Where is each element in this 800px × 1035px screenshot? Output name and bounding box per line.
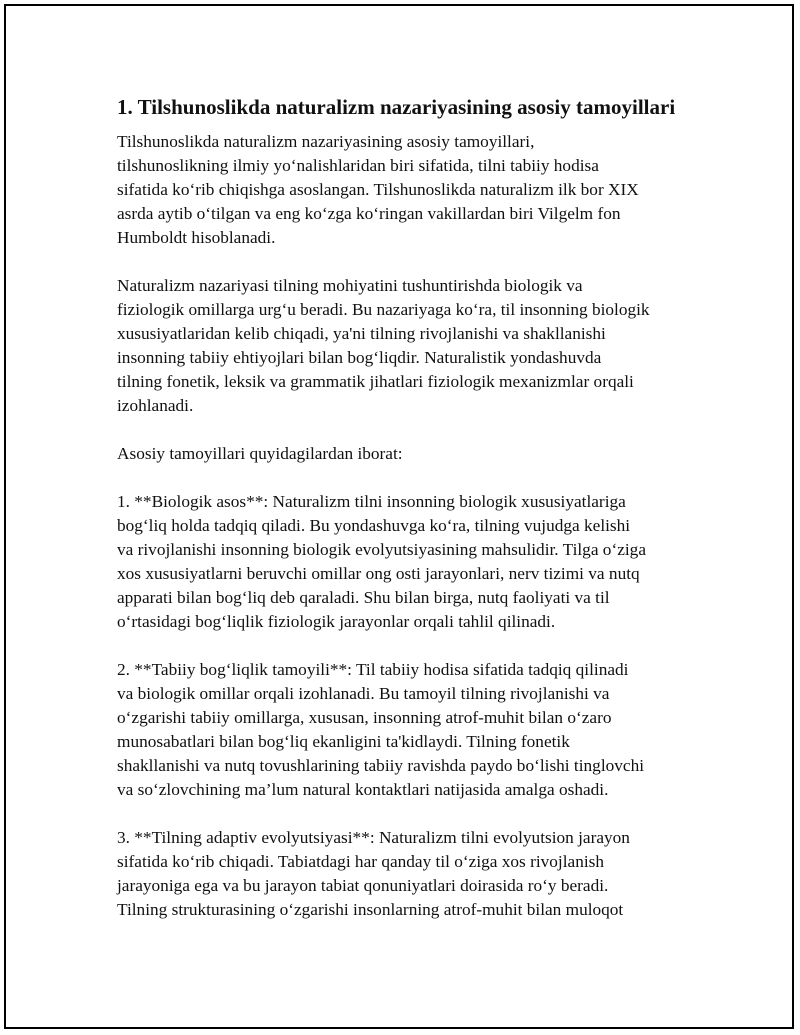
text-line: Naturalizm nazariyasi tilning mohiyatini tushuntirishda biologik va	[117, 276, 583, 295]
text-line: munosabatlari bilan bog‘liq ekanligini ta'kidlaydi. Tilning fonetik	[117, 732, 570, 751]
text-line: Tilshunoslikda naturalizm nazariyasining asosiy tamoyillari,	[117, 132, 535, 151]
paragraph-list-intro	[117, 442, 697, 466]
paragraph-theory	[117, 274, 697, 418]
text-line: tilshunoslikning ilmiy yo‘nalishlaridan biri sifatida, tilni tabiiy hodisa	[117, 156, 599, 175]
paragraph-principle-3	[117, 826, 697, 922]
paragraph-intro	[117, 130, 697, 250]
text-line: va so‘zlovchining ma’lum natural kontaktlari natijasida amalga oshadi.	[117, 780, 609, 799]
text-line: Tilning strukturasining o‘zgarishi insonlarning atrof-muhit bilan muloqot	[117, 900, 624, 919]
text-line: 3. **Tilning adaptiv evolyutsiyasi**: Naturalizm tilni evolyutsion jarayon	[117, 828, 630, 847]
text-line: va biologik omillar orqali izohlanadi. Bu tamoyil tilning rivojlanishi va	[117, 684, 610, 703]
text-line: jarayoniga ega va bu jarayon tabiat qonuniyatlari doirasida ro‘y beradi.	[117, 876, 609, 895]
text-line: o‘zgarishi tabiiy omillarga, xususan, insonning atrof-muhit bilan o‘zaro	[117, 708, 612, 727]
text-line: va rivojlanishi insonning biologik evolyutsiyasining mahsulidir. Tilga o‘ziga	[117, 540, 646, 559]
text-line: o‘rtasidagi bog‘liqlik fiziologik jarayonlar orqali tahlil qilinadi.	[117, 612, 556, 631]
text-line: 2. **Tabiiy bog‘liqlik tamoyili**: Til tabiiy hodisa sifatida tadqiq qilinadi	[117, 660, 629, 679]
text-line: Humboldt hisoblanadi.	[117, 228, 276, 247]
text-line: 1. **Biologik asos**: Naturalizm tilni insonning biologik xususiyatlariga	[117, 492, 626, 511]
text-line: bog‘liq holda tadqiq qiladi. Bu yondashuvga ko‘ra, tilning vujudga kelishi	[117, 516, 631, 535]
text-line: xususiyatlaridan kelib chiqadi, ya'ni tilning rivojlanishi va shakllanishi	[117, 324, 606, 343]
text-line: tilning fonetik, leksik va grammatik jihatlari fiziologik mexanizmlar orqali	[117, 372, 634, 391]
text-line: fiziologik omillarga urg‘u beradi. Bu nazariyaga ko‘ra, til insonning biologik	[117, 300, 650, 319]
paragraph-principle-2	[117, 658, 697, 802]
text-line: apparati bilan bog‘liq deb qaraladi. Shu bilan birga, nutq faoliyati va til	[117, 588, 610, 607]
text-line: sifatida ko‘rib chiqishga asoslangan. Tilshunoslikda naturalizm ilk bor XIX	[117, 180, 639, 199]
text-line: xos xususiyatlarni beruvchi omillar ong osti jarayonlari, nerv tizimi va nutq	[117, 564, 640, 583]
section-heading: 1. Tilshunoslikda naturalizm nazariyasining asosiy tamoyillari	[117, 95, 676, 119]
text-line: Asosiy tamoyillari quyidagilardan iborat:	[117, 444, 403, 463]
text-line: sifatida ko‘rib chiqadi. Tabiatdagi har qanday til o‘ziga xos rivojlanish	[117, 852, 605, 871]
text-line: izohlanadi.	[117, 396, 194, 415]
text-line: insonning tabiiy ehtiyojlari bilan bog‘liqdir. Naturalistik yondashuvda	[117, 348, 602, 367]
document-body	[117, 94, 697, 946]
paragraph-principle-1	[117, 490, 697, 634]
text-line: shakllanishi va nutq tovushlarining tabiiy ravishda paydo bo‘lishi tinglovchi	[117, 756, 645, 775]
text-line: asrda aytib o‘tilgan va eng ko‘zga ko‘ringan vakillardan biri Vilgelm fon	[117, 204, 621, 223]
